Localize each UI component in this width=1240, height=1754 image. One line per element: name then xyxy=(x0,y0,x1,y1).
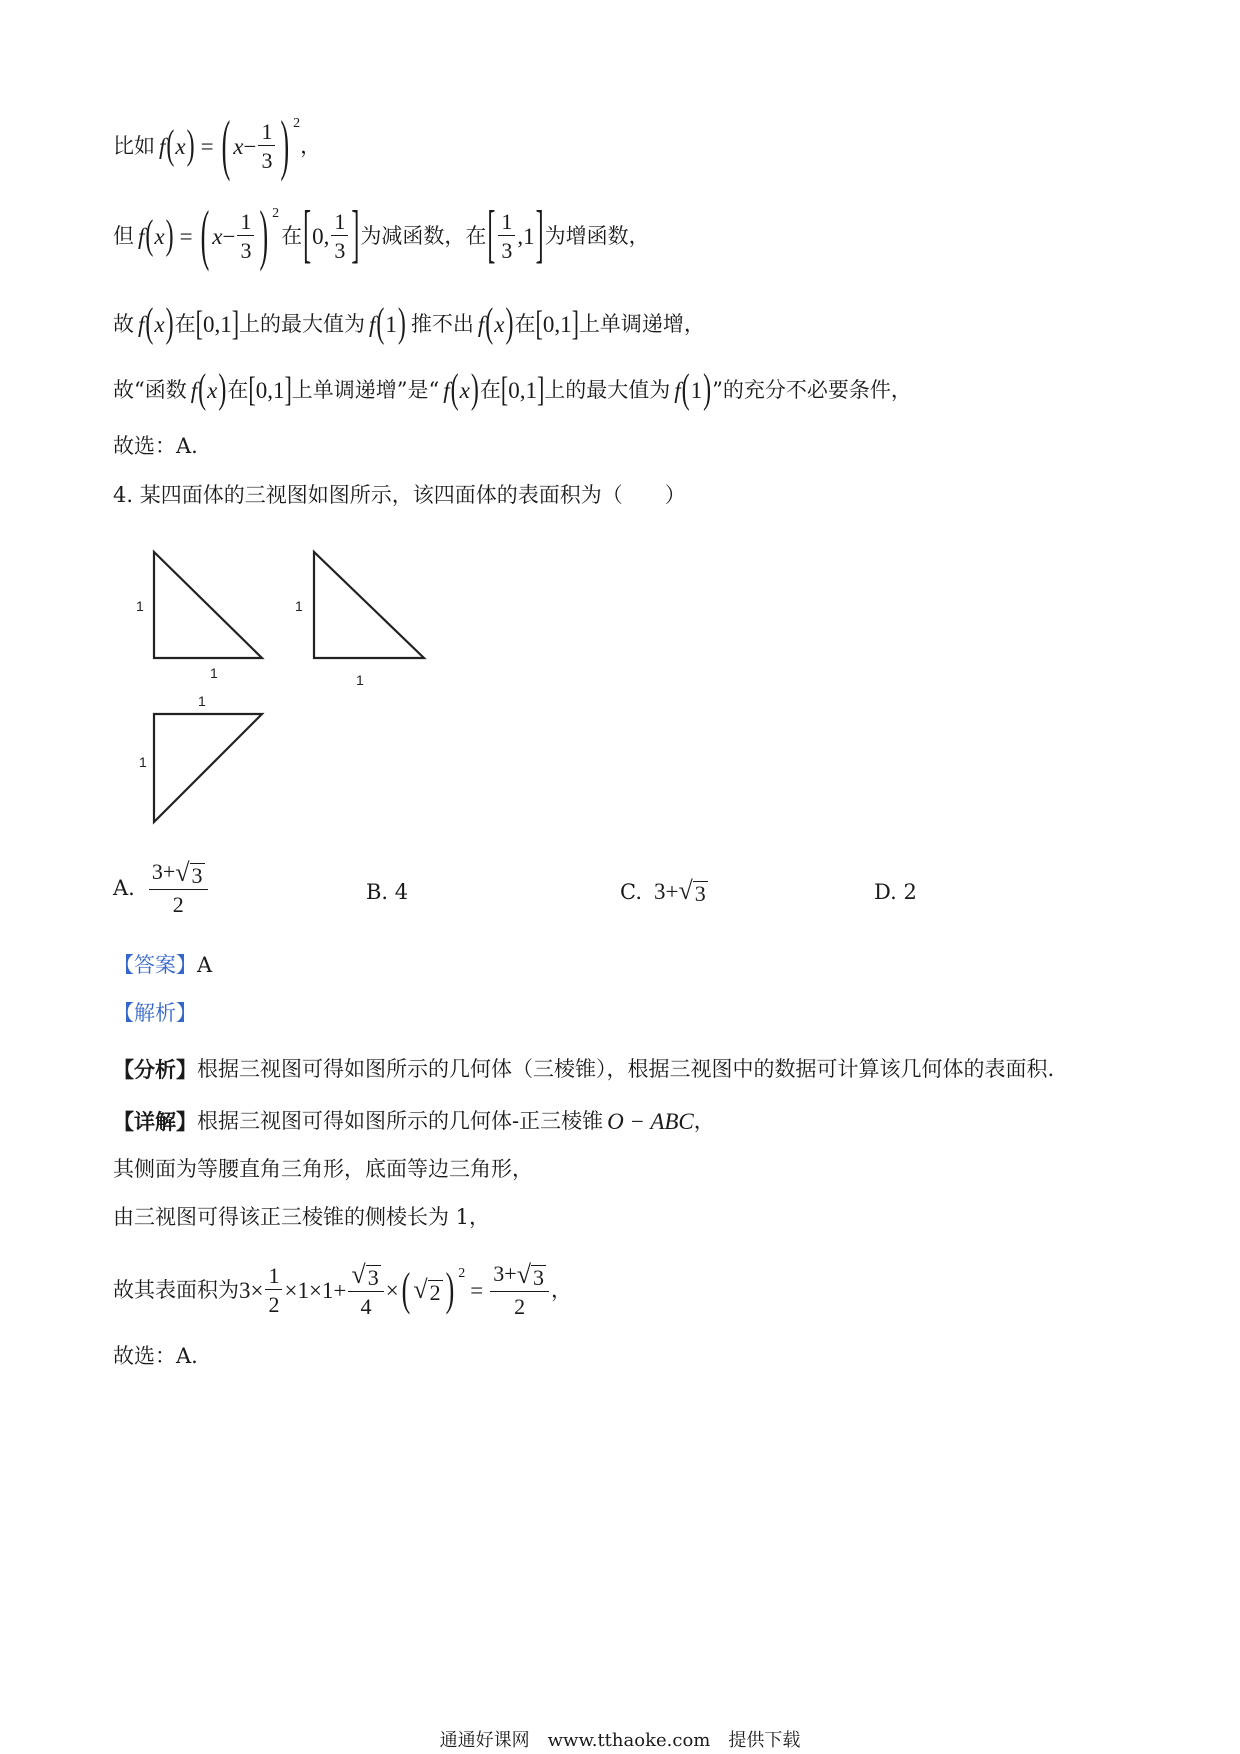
math-bracket: [ xyxy=(535,303,543,344)
math-one: 1 xyxy=(385,311,397,337)
option-c[interactable] xyxy=(620,878,708,905)
math-f: f xyxy=(443,377,450,403)
math-exponent: 2 xyxy=(458,1266,466,1282)
math-x: x xyxy=(154,311,165,337)
xiangjie-end: ， xyxy=(693,1109,715,1133)
math-term: ×1×1+ xyxy=(284,1277,347,1303)
text-decreasing: 为减函数，在 xyxy=(360,223,487,248)
option-b-text: B. 4 xyxy=(366,880,409,904)
math-bracket: [ xyxy=(195,303,203,344)
option-b[interactable] xyxy=(366,880,408,904)
math-paren: ) xyxy=(218,367,227,413)
text-l4f: ”的充分不必要条件， xyxy=(712,377,912,402)
option-a-numerator: 3+ xyxy=(151,859,176,884)
math-paren: ) xyxy=(186,123,195,169)
math-bracket: ] xyxy=(351,200,360,272)
option-d-text: D. 2 xyxy=(874,880,917,904)
side-view-height-label: 1 xyxy=(295,598,303,614)
option-a-denominator: 2 xyxy=(172,892,184,917)
math-bracket: ] xyxy=(535,200,544,272)
math-x: x xyxy=(154,223,165,249)
text-l3d: 推不出 xyxy=(410,311,474,336)
math-term: 3× xyxy=(239,1277,264,1303)
math-paren: ) xyxy=(259,197,269,273)
math-x: x xyxy=(459,377,470,403)
math-paren: ) xyxy=(445,1263,455,1316)
line-monotonic-intervals xyxy=(113,197,650,273)
math-paren: ( xyxy=(200,197,210,273)
text-increasing: 为增函数， xyxy=(544,223,650,248)
option-a-radicand: 3 xyxy=(191,863,203,888)
math-paren: ) xyxy=(703,367,712,413)
line-max-not-imply xyxy=(113,301,705,347)
math-interval: 0,1 xyxy=(542,311,572,337)
option-d[interactable] xyxy=(874,880,917,904)
fenxi-line xyxy=(113,1059,1054,1080)
option-a-fraction xyxy=(149,860,208,916)
xiangjie-line xyxy=(113,1110,715,1133)
math-interval: 0,1 xyxy=(202,311,232,337)
solution-text-3: 由三视图可得该正三棱锥的侧棱长为 1， xyxy=(113,1205,491,1229)
side-view-triangle xyxy=(314,552,424,658)
text-l3e: 在 xyxy=(514,311,536,336)
page-footer: 通通好课网 www.tthaoke.com 提供下载 xyxy=(439,1730,801,1751)
text-l4c: 上单调递增”是“ xyxy=(291,377,440,402)
analysis-line xyxy=(113,1003,197,1024)
option-a-label: A. xyxy=(113,876,135,901)
solution-text-2: 其侧面为等腰直角三角形，底面等边三角形， xyxy=(113,1157,533,1181)
side-view-width-label: 1 xyxy=(356,672,364,688)
text-but: 但 xyxy=(113,223,134,248)
answer-line xyxy=(113,955,212,976)
math-comma: ， xyxy=(300,133,322,158)
front-view-triangle xyxy=(154,552,262,658)
solution-line-2 xyxy=(113,1159,533,1180)
math-paren: ( xyxy=(166,123,175,169)
math-fraction: √ 3 4 xyxy=(348,1262,383,1318)
math-fraction: $\frac{1}{3}$ xyxy=(258,120,275,172)
three-view-figure xyxy=(130,540,460,830)
math-x: x xyxy=(494,311,505,337)
math-paren: ) xyxy=(505,301,514,347)
math-paren: ( xyxy=(221,107,231,183)
top-view-height-label: 1 xyxy=(139,754,147,770)
math-paren: ) xyxy=(397,301,406,347)
math-f: f xyxy=(138,311,145,337)
math-eq: = xyxy=(179,223,193,249)
math-eq: = xyxy=(200,133,214,159)
math-fraction: $\frac{1}{3}$ xyxy=(331,210,348,262)
front-view-width-label: 1 xyxy=(210,665,218,681)
math-fraction: $\frac{1}{2}$ xyxy=(265,1264,282,1316)
text-l3f: 上单调递增， xyxy=(578,311,705,336)
text-example-prefix: 比如 xyxy=(113,133,155,158)
math-bracket: [ xyxy=(303,200,312,272)
text-l3c: 上的最大值为 xyxy=(239,311,366,336)
math-f: f xyxy=(190,377,198,403)
math-fraction: $\frac{1}{3}$ xyxy=(498,210,515,262)
math-paren: ( xyxy=(401,1263,411,1316)
top-view-width-label: 1 xyxy=(198,693,206,709)
math-x: x xyxy=(175,133,186,159)
option-a[interactable] xyxy=(113,860,210,916)
math-x: x xyxy=(212,223,223,249)
math-fraction: 3+ √ 3 2 xyxy=(490,1262,549,1318)
text-in: 在 xyxy=(281,223,303,248)
math-times: × xyxy=(385,1277,399,1303)
text-l4d: 在 xyxy=(479,377,501,402)
math-interval: 0,1 xyxy=(508,377,537,403)
text-l4b: 在 xyxy=(227,377,249,402)
math-paren: ) xyxy=(470,367,479,413)
line-choose-a-1 xyxy=(113,436,198,457)
sqrt-symbol: √ 3 xyxy=(175,858,203,888)
math-f: f xyxy=(138,223,145,249)
math-zero: 0, xyxy=(312,223,330,249)
option-c-label: C. xyxy=(620,879,642,904)
line-choose-a-2 xyxy=(113,1346,198,1367)
surface-area-prefix: 故其表面积为 xyxy=(113,1277,239,1302)
math-minus: − xyxy=(222,223,236,249)
math-paren: ( xyxy=(145,213,154,259)
math-one: ,1 xyxy=(517,223,535,249)
text-choose-2: 故选：A. xyxy=(113,1344,198,1368)
math-interval: 0,1 xyxy=(255,377,285,403)
math-eq: = xyxy=(470,1277,484,1303)
option-c-prefix: 3+ xyxy=(654,878,679,904)
solution-line-3 xyxy=(113,1207,490,1228)
math-f: f xyxy=(477,311,485,337)
math-sqrt2: √ 2 xyxy=(413,1274,441,1305)
line-conclusion xyxy=(113,367,912,413)
xiangjie-math: O − ABC xyxy=(607,1109,694,1134)
text-choose: 故选：A. xyxy=(113,434,198,458)
fenxi-tag: 【分析】 xyxy=(113,1057,197,1082)
math-x: x xyxy=(233,133,244,159)
math-one: 1 xyxy=(690,377,703,403)
math-bracket: ] xyxy=(231,303,240,344)
math-exponent: 2 xyxy=(272,206,280,222)
math-fraction: $\frac{1}{3}$ xyxy=(237,210,254,262)
math-bracket: [ xyxy=(500,369,509,410)
question-stem xyxy=(113,485,686,506)
text-l3a: 故 xyxy=(113,311,134,336)
math-bracket: ] xyxy=(536,369,545,410)
surface-area-formula xyxy=(113,1262,572,1318)
math-paren: ) xyxy=(280,107,290,183)
math-paren: ( xyxy=(450,367,459,413)
math-f: f xyxy=(674,377,681,403)
math-x: x xyxy=(207,377,218,403)
text-l3b: 在 xyxy=(174,311,196,336)
math-paren: ) xyxy=(165,213,174,259)
text-l4a: 故“函数 xyxy=(113,377,187,402)
math-f: f xyxy=(369,311,376,337)
fenxi-text: 根据三视图可得如图所示的几何体（三棱锥），根据三视图中的数据可计算该几何体的表面积. xyxy=(197,1057,1055,1081)
math-bracket: [ xyxy=(487,200,496,272)
math-bracket: [ xyxy=(248,369,256,410)
math-minus: − xyxy=(243,133,257,159)
math-paren: ( xyxy=(198,367,207,413)
top-view-triangle xyxy=(154,714,262,822)
front-view-height-label: 1 xyxy=(136,598,144,614)
math-comma: ， xyxy=(550,1277,572,1302)
question-4-text: 4. 某四面体的三视图如图所示，该四面体的表面积为（ ） xyxy=(113,483,686,507)
line-example-function xyxy=(113,107,322,183)
math-paren: ( xyxy=(485,301,494,347)
math-exponent: 2 xyxy=(293,116,301,132)
math-paren: ) xyxy=(165,301,174,347)
math-paren: ( xyxy=(145,301,154,347)
math-bracket: ] xyxy=(571,303,579,344)
xiangjie-text: 根据三视图可得如图所示的几何体-正三棱锥 xyxy=(197,1109,604,1133)
answer-value: A xyxy=(197,953,213,977)
math-bracket: ] xyxy=(284,369,292,410)
math-paren: ( xyxy=(681,367,690,413)
answer-tag: 【答案】 xyxy=(113,953,197,977)
xiangjie-tag: 【详解】 xyxy=(113,1109,197,1134)
sqrt-symbol: √ 3 xyxy=(678,876,706,906)
analysis-tag: 【解析】 xyxy=(113,1001,197,1025)
math-f: f xyxy=(159,133,166,159)
text-l4e: 上的最大值为 xyxy=(544,377,671,402)
option-c-radicand: 3 xyxy=(694,881,706,906)
math-paren: ( xyxy=(376,301,385,347)
